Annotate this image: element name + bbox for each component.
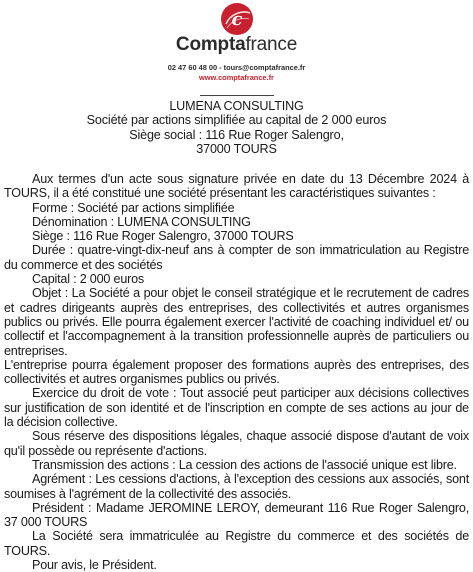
header xyxy=(0,0,473,112)
contact-block xyxy=(0,63,473,83)
paragraph-capital: Capital : 2 000 euros xyxy=(32,272,145,287)
brand-part-france: france xyxy=(245,34,298,55)
paragraph-president: Président : Madame JEROMINE LEROY, demeurant 116 Rue Roger Salengro, 37 000 TOURS xyxy=(4,500,469,530)
paragraph-intro: Aux termes d'un acte sous signature privée en date du 13 Décembre 2024 à TOURS, il a été constitué une société présentant les caractéristiques suivantes : xyxy=(4,172,469,201)
header-divider xyxy=(200,95,274,96)
paragraph-siege: Siège : 116 Rue Roger Salengro, 37000 TOURS xyxy=(32,229,294,244)
company-name: LUMENA CONSULTING xyxy=(169,99,304,113)
brand-part-compta: Compta xyxy=(175,34,246,55)
paragraph-pour-avis: Pour avis, le Président. xyxy=(32,558,157,572)
paragraph-denomination: Dénomination : LUMENA CONSULTING xyxy=(32,214,251,229)
contact-line: 02 47 60 48 00 - tours@comptafrance.fr xyxy=(167,63,306,72)
paragraph-immatriculation: La Société sera immatriculée au Registre du commerce et des sociétés de TOURS. xyxy=(4,529,469,558)
notice-body xyxy=(4,172,469,572)
paragraph-duree: Durée : quatre-vingt-dix-neuf ans à compter de son immatriculation au Registre du commerce et des sociétés xyxy=(4,243,469,272)
company-type: Société par actions simplifiée au capital de 2 000 euros xyxy=(86,113,387,128)
comptafrance-logo-icon xyxy=(220,2,254,36)
paragraph-droit-de-vote: Exercice du droit de vote : Tout associé peut participer aux décisions collectives sur justification de son identité et de l'inscription en compte de ses actions au jour de la décision collective. xyxy=(4,386,469,430)
website-link[interactable]: www.comptafrance.fr xyxy=(199,73,274,82)
registered-office-line1: Siège social : 116 Rue Roger Salengro, xyxy=(129,127,344,142)
logo-letter: c xyxy=(231,9,243,30)
paragraph-voix: Sous réserve des dispositions légales, chaque associé dispose d'autant de voix qu'il possède ou représente d'actions. xyxy=(4,429,469,458)
paragraph-transmission: Transmission des actions : La cession des actions de l'associé unique est libre. xyxy=(32,457,457,472)
paragraph-forme: Forme : Société par actions simplifiée xyxy=(32,200,235,215)
paragraph-objet: Objet : La Société a pour objet le conseil stratégique et le recrutement de cadres et cadres dirigeants auprès des entreprises, des collectivités et autres organismes publics ou privés. Elle pourra également exercer l'activité de coaching individuel et/ ou collectif et l'accompagnement à la transition professionnelle auprès de particuliers ou entreprises. xyxy=(4,286,469,358)
paragraph-formations: L'entreprise pourra également proposer des formations auprès des entreprises, des collectivités et autres organismes publics ou privés. xyxy=(4,357,469,387)
brand-name xyxy=(0,33,473,57)
notice-title-block xyxy=(0,99,473,156)
paragraph-agrement: Agrément : Les cessions d'actions, à l'exception des cessions aux associés, sont soumises à l'agrément de la collectivité des associés. xyxy=(4,472,469,501)
registered-office-line2: 37000 TOURS xyxy=(196,141,277,156)
